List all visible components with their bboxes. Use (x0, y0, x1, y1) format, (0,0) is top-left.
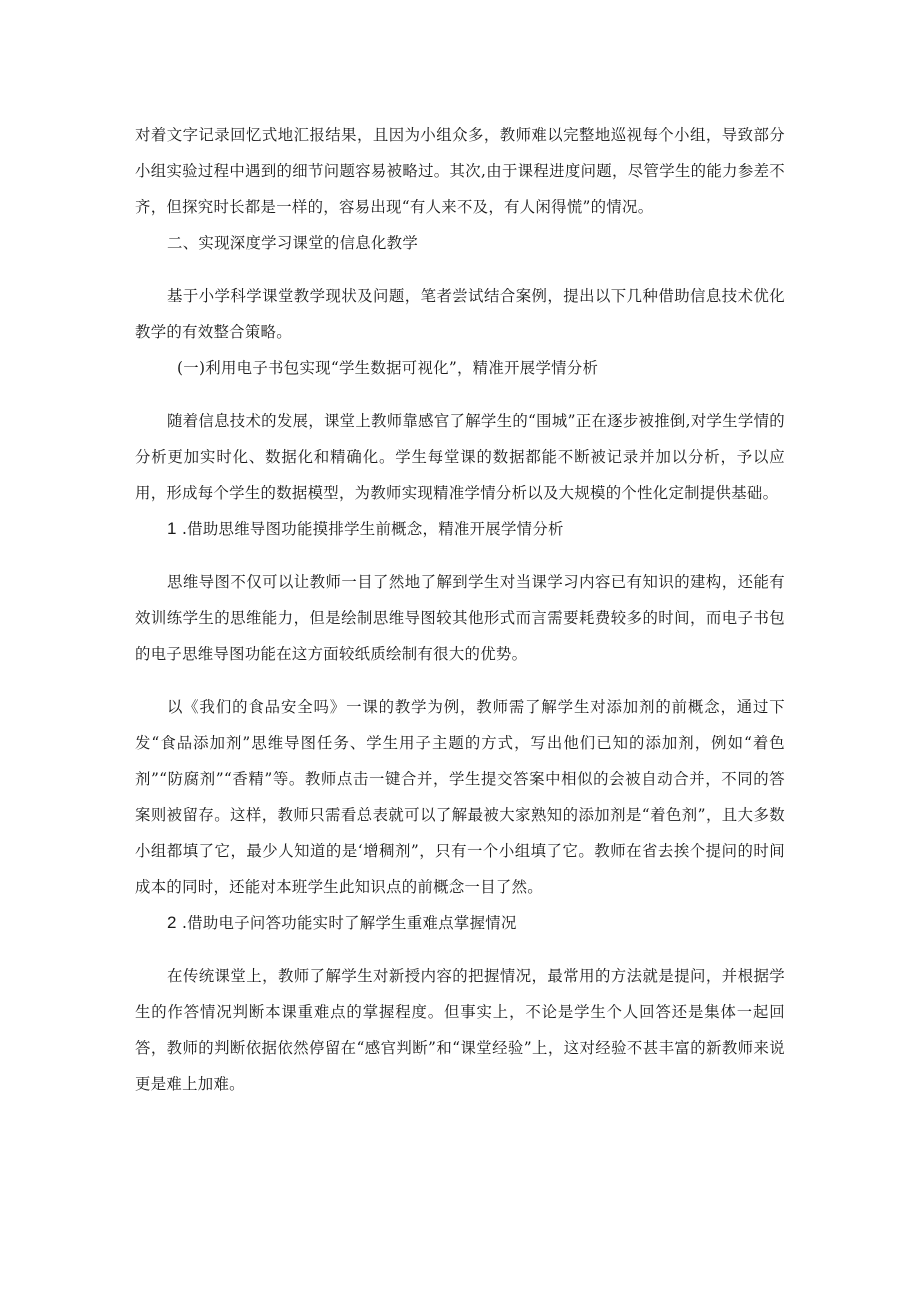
item-heading-2-text: .借助电子问答功能实时了解学生重难点掌握情况 (181, 914, 517, 932)
paragraph-data-visualization: 随着信息技术的发展，课堂上教师靠感官了解学生的“围城”正在逐步被推倒,对学生学情的分析更加实时化、数据化和精确化。学生每堂课的数据都能不断被记录并加以分析，予以应用，形成每个学生的数据模型，为教师实现精准学情分析以及大规模的个性化定制提供基础。 (135, 412, 785, 502)
item-number-1: 1 (167, 519, 177, 538)
section-heading-2: 二、实现深度学习课堂的信息化教学 (167, 234, 419, 252)
subsection-heading-1: (一)利用电子书包实现“学生数据可视化”，精准开展学情分析 (177, 359, 599, 377)
item-number-2: 2 (167, 913, 177, 932)
item-heading-2 (135, 905, 785, 941)
paragraph-food-safety-example: 以《我们的食品安全吗》一课的教学为例，教师需了解学生对添加剂的前概念，通过下发“食品添加剂”思维导图任务、学生用子主题的方式，写出他们已知的添加剂，例如“着色剂”“防腐剂”“香精”等。教师点击一键合并，学生提交答案中相似的会被自动合并，不同的答案则被留存。这样，教师只需看总表就可以了解最被大家熟知的添加剂是“着色剂”，且大多数小组都填了它，最少人知道的是‘增稠剂”，只有一个小组填了它。教师在省去挨个提问的时间成本的同时，还能对本班学生此知识点的前概念一目了然。 (135, 698, 785, 896)
paragraph-traditional-classroom: 在传统课堂上，教师了解学生对新授内容的把握情况，最常用的方法就是提问，并根据学生的作答情况判断本课重难点的掌握程度。但事实上，不论是学生个人回答还是集体一起回答，教师的判断依据依然停留在“感官判断”和“课堂经验”上，这对经验不甚丰富的新教师来说更是难上加难。 (135, 967, 785, 1093)
item-heading-1-text: .借助思维导图功能摸排学生前概念，精准开展学情分析 (181, 520, 564, 538)
item-heading-1 (135, 511, 785, 547)
paragraph-intro: 基于小学科学课堂教学现状及问题，笔者尝试结合案例，提出以下几种借助信息技术优化教学的有效整合策略。 (135, 287, 785, 341)
paragraph-continuation: 对着文字记录回忆式地汇报结果，且因为小组众多，教师难以完整地巡视每个小组，导致部分小组实验过程中遇到的细节问题容易被略过。其次,由于课程进度问题，尽管学生的能力参差不齐，但探究时长都是一样的，容易出现“有人来不及，有人闲得慌”的情况。 (135, 126, 785, 216)
paragraph-mindmap: 思维导图不仅可以让教师一目了然地了解到学生对当课学习内容已有知识的建构，还能有效训练学生的思维能力，但是绘制思维导图较其他形式而言需要耗费较多的时间，而电子书包的电子思维导图功能在这方面较纸质绘制有很大的优势。 (135, 573, 785, 663)
document-body (135, 117, 785, 1102)
